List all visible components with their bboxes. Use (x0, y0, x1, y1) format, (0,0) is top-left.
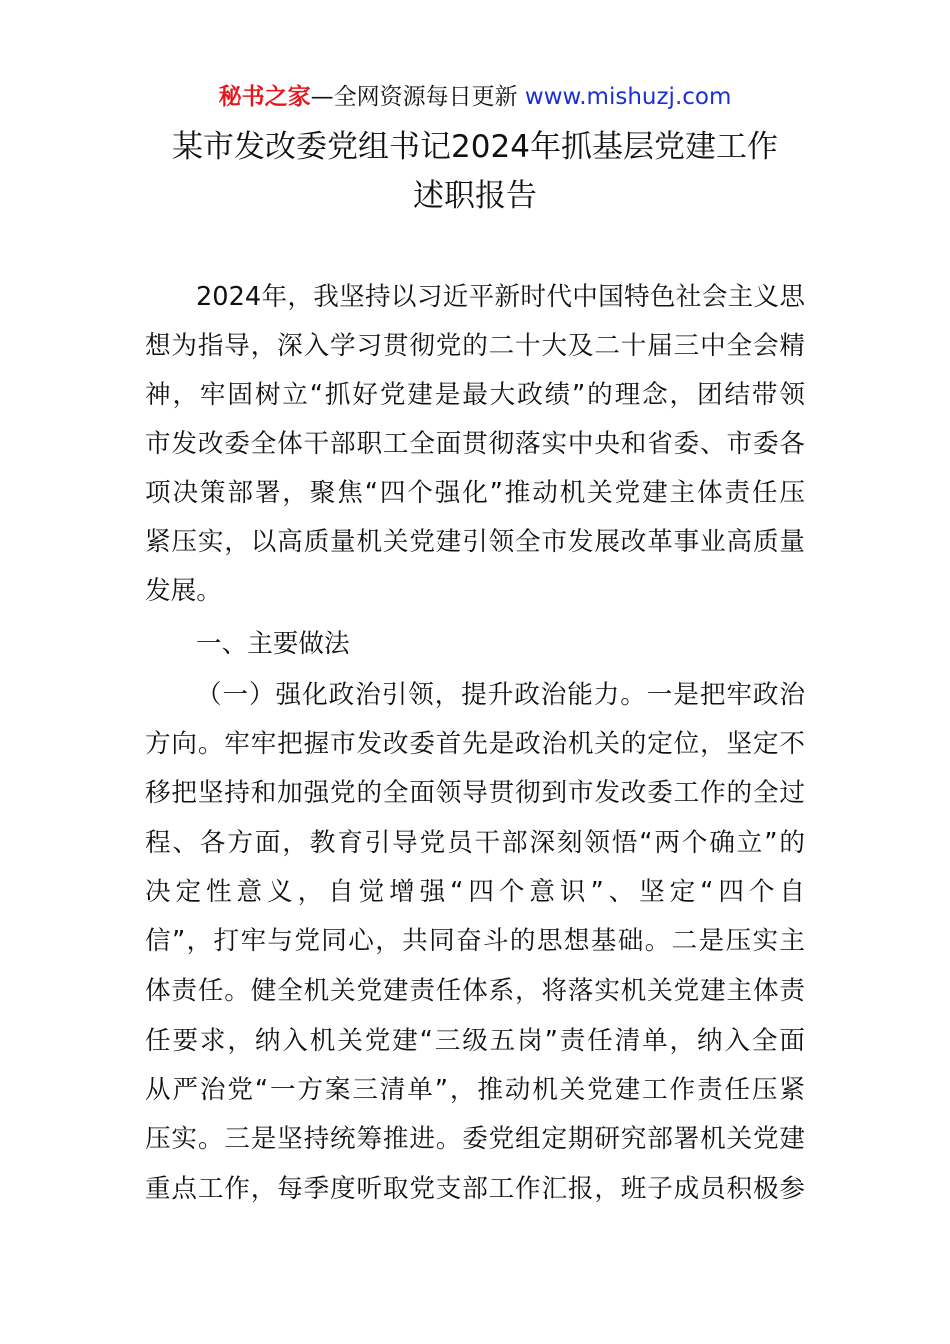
document-title-line-2: 述职报告 (413, 178, 537, 214)
paragraph-line: 任要求，纳入机关党建“三级五岗”责任清单，纳入全面 (145, 1026, 805, 1056)
paragraph-line: 程、各方面，教育引导党员干部深刻领悟“两个确立”的 (145, 828, 805, 858)
paragraph-line: 2024年，我坚持以习近平新时代中国特色社会主义思 (196, 282, 805, 312)
paragraph-line: 从严治党“一方案三清单”，推动机关党建工作责任压紧 (145, 1075, 805, 1105)
paragraph-line: 市发改委全体干部职工全面贯彻落实中央和省委、市委各 (145, 429, 805, 459)
site-slogan: —全网资源每日更新 (310, 84, 525, 110)
paragraph-line: 压实。三是坚持统筹推进。委党组定期研究部署机关党建 (145, 1124, 805, 1154)
paragraph-line: 决定性意义，自觉增强“四个意识”、坚定“四个自 (145, 877, 805, 907)
paragraph-line: 神，牢固树立“抓好党建是最大政绩”的理念，团结带领 (145, 380, 805, 410)
paragraph-line: 体责任。健全机关党建责任体系，将落实机关党建主体责 (145, 976, 805, 1006)
site-url-link[interactable]: www.mishuzj.com (524, 84, 732, 110)
paragraph-line: 重点工作，每季度听取党支部工作汇报，班子成员积极参 (145, 1174, 805, 1204)
paragraph-line: 紧压实，以高质量机关党建引领全市发展改革事业高质量 (145, 527, 805, 557)
paragraph-line: 想为指导，深入学习贯彻党的二十大及二十届三中全会精 (145, 331, 805, 361)
paragraph-line: 发展。 (145, 576, 222, 606)
paragraph-line: （一）强化政治引领，提升政治能力。一是把牢政治 (196, 680, 805, 710)
paragraph-line: 移把坚持和加强党的全面领导贯彻到市发改委工作的全过 (145, 778, 805, 808)
paragraph-line: 方向。牢牢把握市发改委首先是政治机关的定位，坚定不 (145, 729, 805, 759)
paragraph-line: 项决策部署，聚焦“四个强化”推动机关党建主体责任压 (145, 478, 805, 508)
document-title-line-1: 某市发改委党组书记2024年抓基层党建工作 (172, 129, 778, 165)
paragraph-line: 信”，打牢与党同心，共同奋斗的思想基础。二是压实主 (145, 926, 805, 956)
site-header (0, 80, 950, 114)
section-heading: 一、主要做法 (196, 629, 350, 659)
brand-name: 秘书之家 (218, 84, 311, 110)
